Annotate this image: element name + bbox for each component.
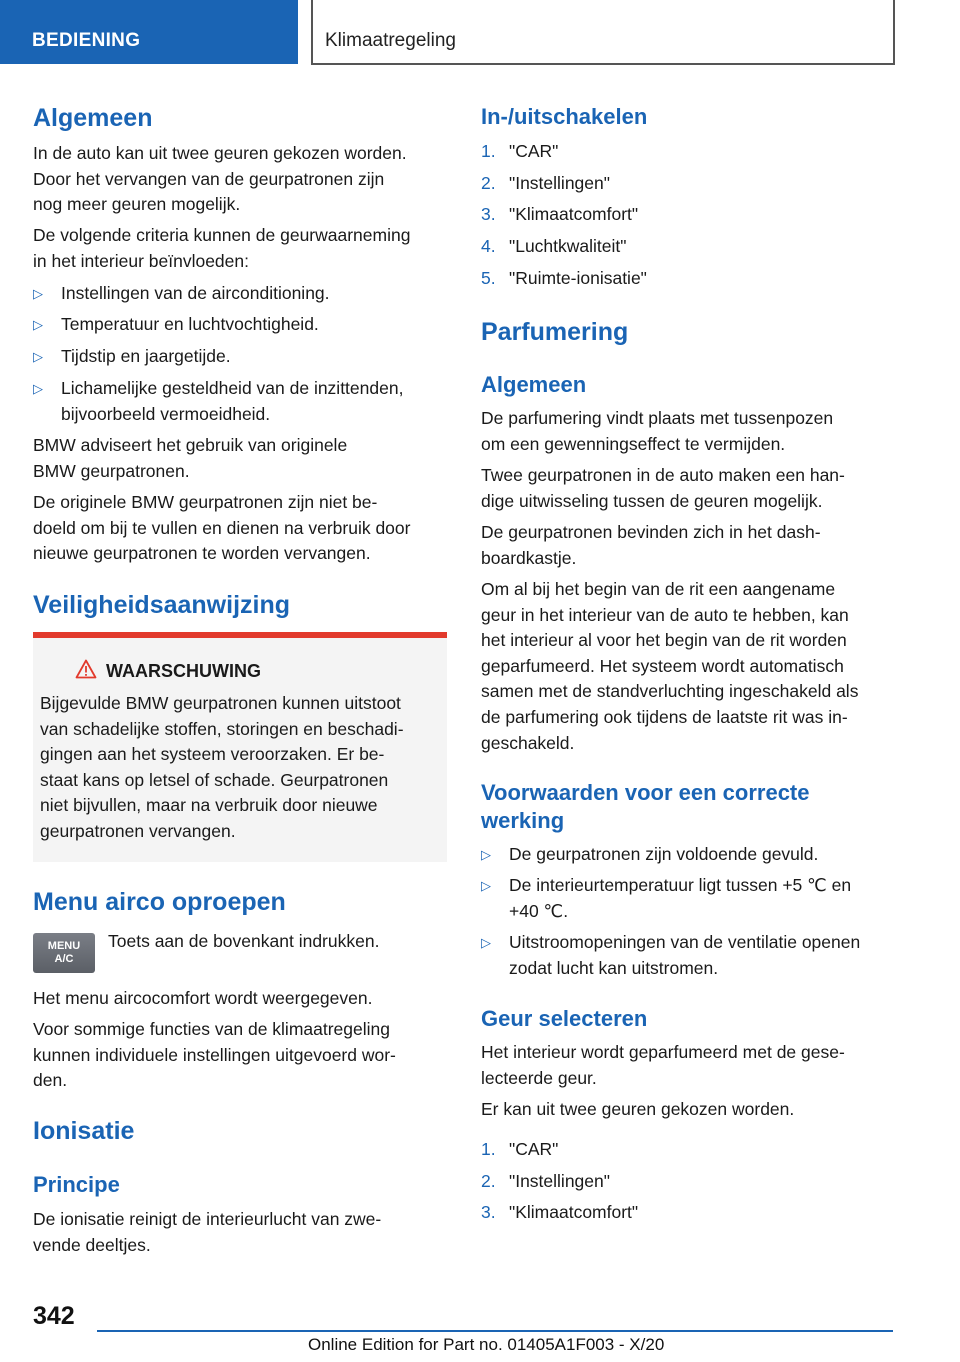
header-divider-right: [893, 0, 895, 64]
paragraph-algemeen-2: De volgende criteria kunnen de geurwaarneming in het interieur beïnvloeden:: [33, 225, 411, 271]
heading-geur-selecteren: Geur selecteren: [481, 1006, 648, 1031]
paragraph-parfumering-3: De geurpatronen bevinden zich in het dash- boardkastje.: [481, 522, 821, 568]
bullet-triangle-icon: ▷: [481, 847, 491, 862]
section-tab[interactable]: BEDIENING: [0, 0, 298, 64]
heading-principe: Principe: [33, 1172, 120, 1197]
paragraph-geur-2: Er kan uit twee geuren gekozen worden.: [481, 1099, 795, 1119]
menu-ac-button-icon: MENU A/C: [33, 933, 95, 973]
bullet-triangle-icon: ▷: [33, 286, 43, 301]
paragraph-parfumering-1: De parfumering vindt plaats met tussenpozen om een gewenningseffect te vermijden.: [481, 408, 834, 454]
paragraph-geur-1: Het interieur wordt geparfumeerd met de gese- lecteerde geur.: [481, 1042, 845, 1088]
heading-voorwaarden: Voorwaarden voor een correcte werking: [481, 780, 810, 833]
heading-ionisatie: Ionisatie: [33, 1117, 135, 1145]
paragraph-principe: De ionisatie reinigt de interieurlucht van zwe- vende deeltjes.: [33, 1209, 382, 1255]
warning-text: Bijgevulde BMW geurpatronen kunnen uitstoot van schadelijke stoffen, storingen en beschadi- gingen aan het systeem veroorzaken. Er be- staat kans op letsel of schade. Geurpatronen niet bijvullen, maar na verbruik door nieuwe geurpatronen vervangen.: [40, 693, 404, 841]
heading-parfumering: Parfumering: [481, 318, 629, 346]
paragraph-parfumering-2: Twee geurpatronen in de auto maken een han- dige uitwisseling tussen de geuren mogelijk.: [481, 465, 845, 511]
warning-triangle-icon: [75, 659, 97, 679]
warning-box: [33, 632, 447, 862]
paragraph-menu-1: Toets aan de bovenkant indrukken.: [108, 931, 380, 951]
bullet-triangle-icon: ▷: [33, 349, 43, 364]
heading-algemeen: Algemeen: [33, 104, 153, 132]
edition-text: Online Edition for Part no. 01405A1F003 - X/20: [308, 1335, 665, 1354]
paragraph-menu-3: Voor sommige functies van de klimaatregeling kunnen individuele instellingen uitgevoerd wor- den.: [33, 1019, 396, 1091]
heading-inuitschakelen: In-/uitschakelen: [481, 104, 648, 129]
header-divider: [311, 0, 313, 64]
heading-algemeen-parfumering: Algemeen: [481, 372, 587, 397]
paragraph-menu-2: Het menu aircocomfort wordt weergegeven.: [33, 988, 373, 1008]
page-number: 342: [33, 1302, 75, 1330]
paragraph-parfumering-4: Om al bij het begin van de rit een aangename geur in het interieur van de auto te hebben, kan het interieur al voor het begin van de rit worden geparfumeerd. Het systeem wordt automatisch samen met de standverluchting ingeschakeld als de parfumering ook tijdens de laatste rit was in- geschakeld.: [481, 579, 859, 753]
footer-rule: [97, 1330, 893, 1332]
heading-veiligheid: Veiligheidsaanwijzing: [33, 591, 291, 619]
header-rule: [311, 63, 895, 65]
paragraph-algemeen-1: In de auto kan uit twee geuren gekozen worden. Door het vervangen van de geurpatronen zijn nog meer geuren mogelijk.: [33, 143, 407, 215]
paragraph-algemeen-3: BMW adviseert het gebruik van originele BMW geurpatronen.: [33, 435, 348, 481]
bullet-triangle-icon: ▷: [481, 935, 491, 950]
chapter-title: Klimaatregeling: [325, 30, 456, 51]
bullet-triangle-icon: ▷: [33, 317, 43, 332]
paragraph-algemeen-4: De originele BMW geurpatronen zijn niet be- doeld om bij te vullen en dienen na verbruik door nieuwe geurpatronen te worden vervangen.: [33, 492, 411, 564]
warning-bar: [33, 632, 447, 638]
bullet-triangle-icon: ▷: [481, 878, 491, 893]
warning-heading: WAARSCHUWING: [106, 661, 261, 681]
heading-menu-airco: Menu airco oproepen: [33, 888, 286, 916]
bullet-triangle-icon: ▷: [33, 381, 43, 396]
